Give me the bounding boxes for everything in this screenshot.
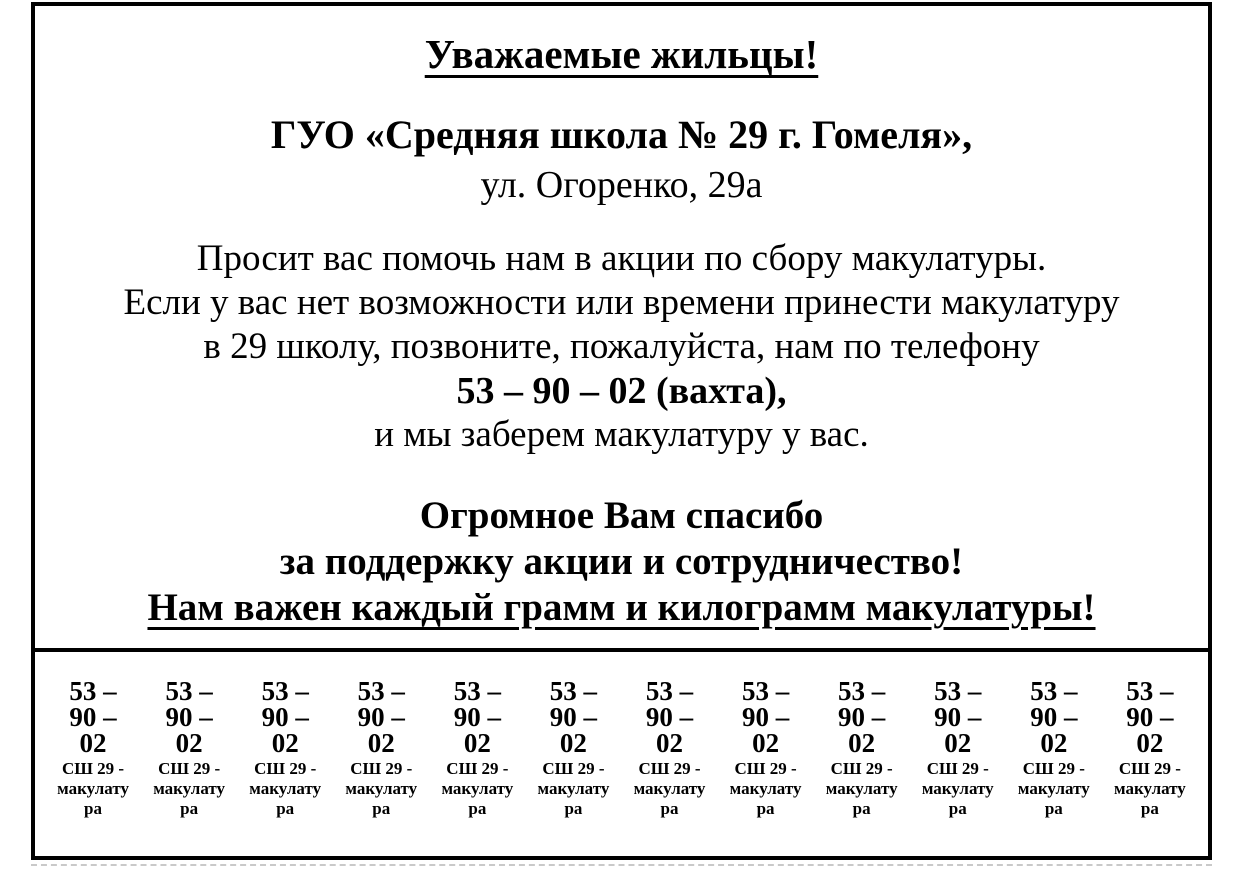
- tear-off-strip: [141, 678, 237, 860]
- strip-label-line-1: СШ 29 -: [830, 759, 893, 778]
- strip-phone-line-2: 90 –: [741, 702, 790, 732]
- strip-phone-line-3: 02: [463, 728, 491, 758]
- strip-label-line-1: СШ 29 -: [1118, 759, 1181, 778]
- strip-phone-line-2: 90 –: [1126, 702, 1174, 732]
- strip-label-line-1: СШ 29 -: [350, 759, 413, 778]
- strip-phone-line-3: 02: [1136, 728, 1164, 758]
- strip-phone-line-2: 90 –: [69, 702, 117, 732]
- thanks-line-2: за поддержку акции и сотрудничество!: [279, 539, 964, 583]
- strip-label-line-3: ра: [372, 799, 391, 818]
- school-address: ул. Огоренко, 29а: [480, 164, 763, 207]
- strip-label-line-1: СШ 29 -: [1022, 759, 1085, 778]
- strip-label-line-2: макулату: [537, 779, 610, 798]
- strip-phone-line-2: 90 –: [1030, 702, 1078, 732]
- tear-off-strip: [621, 678, 717, 860]
- tear-off-strip: [1006, 678, 1102, 860]
- cut-line: [31, 864, 1212, 866]
- strip-label-line-2: макулату: [441, 779, 514, 798]
- strip-phone-line-3: 02: [175, 728, 203, 758]
- strip-label-line-1: СШ 29 -: [61, 759, 125, 778]
- strip-phone-line-2: 90 –: [261, 702, 309, 732]
- strip-label-line-3: ра: [660, 799, 679, 818]
- strip-label-line-1: СШ 29 -: [638, 759, 701, 778]
- strip-label-line-3: ра: [1044, 799, 1063, 818]
- tear-off-strip: [525, 678, 621, 860]
- strip-phone-line-1: 53 –: [453, 676, 501, 706]
- tear-off-strip: [814, 678, 910, 860]
- tear-off-strip: [237, 678, 333, 860]
- thanks-block: [35, 493, 1208, 631]
- strip-phone-line-3: 02: [848, 728, 876, 758]
- strip-label-line-3: ра: [276, 799, 295, 818]
- strip-label-line-2: макулату: [249, 779, 322, 798]
- body-line-4: и мы заберем макулатуру у вас.: [374, 413, 869, 455]
- strip-phone-line-1: 53 –: [838, 676, 886, 706]
- strip-phone-line-2: 90 –: [645, 702, 694, 732]
- strip-label-line-3: ра: [180, 799, 199, 818]
- strip-phone-line-1: 53 –: [549, 676, 598, 706]
- body-line-2: Если у вас нет возможности или времени принести макулатуру: [123, 281, 1120, 323]
- strip-phone-line-3: 02: [559, 728, 587, 758]
- strip-phone-line-1: 53 –: [1126, 676, 1174, 706]
- tear-off-strip: [333, 678, 429, 860]
- strip-phone-line-1: 53 –: [1030, 676, 1078, 706]
- strip-label-line-2: макулату: [153, 779, 226, 798]
- strip-label-line-1: СШ 29 -: [542, 759, 605, 778]
- thanks-line-1: Огромное Вам спасибо: [419, 493, 824, 537]
- page-title: Уважаемые жильцы!: [424, 31, 819, 77]
- strip-phone-line-2: 90 –: [549, 702, 598, 732]
- strip-label-line-3: ра: [84, 799, 103, 818]
- strip-phone-line-2: 90 –: [357, 702, 405, 732]
- strip-label-line-3: ра: [564, 799, 583, 818]
- strip-phone-line-2: 90 –: [165, 702, 213, 732]
- strip-phone-line-1: 53 –: [69, 676, 117, 706]
- strip-label-line-1: СШ 29 -: [446, 759, 509, 778]
- phone-number: 53 – 90 – 02 (вахта),: [456, 369, 787, 412]
- strip-phone-line-3: 02: [656, 728, 683, 758]
- thanks-line-3: Нам важен каждый грамм и килограмм макулатуры!: [147, 585, 1096, 629]
- flyer-box: [31, 2, 1212, 860]
- strip-phone-line-3: 02: [79, 728, 107, 758]
- strip-phone-line-2: 90 –: [838, 702, 886, 732]
- strip-label-line-2: макулату: [729, 779, 802, 798]
- strip-phone-line-3: 02: [752, 728, 780, 758]
- strip-phone-line-1: 53 –: [741, 676, 790, 706]
- strip-label-line-2: макулату: [921, 779, 994, 798]
- strip-phone-line-1: 53 –: [357, 676, 405, 706]
- strip-label-line-1: СШ 29 -: [734, 759, 797, 778]
- strip-label-line-3: ра: [468, 799, 487, 818]
- tear-off-strip: [910, 678, 1006, 860]
- strip-label-line-3: ра: [756, 799, 775, 818]
- tear-off-strip: [1102, 678, 1198, 860]
- strip-label-line-2: макулату: [1017, 779, 1090, 798]
- strip-label-line-3: ра: [1140, 799, 1159, 818]
- tear-off-strip: [429, 678, 525, 860]
- strip-phone-line-1: 53 –: [934, 676, 982, 706]
- strip-label-line-1: СШ 29 -: [926, 759, 989, 778]
- strip-label-line-1: СШ 29 -: [158, 759, 221, 778]
- tear-off-strip: [718, 678, 814, 860]
- strip-phone-line-2: 90 –: [453, 702, 501, 732]
- strip-label-line-2: макулату: [57, 779, 129, 798]
- strip-label-line-2: макулату: [825, 779, 898, 798]
- strip-phone-line-1: 53 –: [645, 676, 694, 706]
- body-line-3: в 29 школу, позвоните, пожалуйста, нам по телефону: [203, 325, 1040, 367]
- strip-phone-line-3: 02: [944, 728, 972, 758]
- strip-phone-line-3: 02: [271, 728, 299, 758]
- body-line-1: Просит вас помочь нам в акции по сбору макулатуры.: [196, 237, 1047, 279]
- strip-phone-line-1: 53 –: [261, 676, 309, 706]
- strip-label-line-2: макулату: [345, 779, 418, 798]
- strip-phone-line-3: 02: [367, 728, 395, 758]
- tear-off-strips: [35, 648, 1208, 860]
- strip-phone-line-3: 02: [1040, 728, 1068, 758]
- strip-phone-line-1: 53 –: [165, 676, 213, 706]
- appeal-paragraph: [35, 237, 1208, 457]
- tear-off-strip: [45, 678, 141, 860]
- strip-label-line-3: ра: [852, 799, 871, 818]
- strip-label-line-2: макулату: [633, 779, 706, 798]
- flyer-main-text: [35, 6, 1208, 648]
- strip-phone-line-2: 90 –: [934, 702, 982, 732]
- school-name: ГУО «Средняя школа № 29 г. Гомеля»,: [270, 112, 973, 158]
- strip-label-line-3: ра: [948, 799, 967, 818]
- strip-label-line-2: макулату: [1113, 779, 1186, 798]
- strip-label-line-1: СШ 29 -: [254, 759, 317, 778]
